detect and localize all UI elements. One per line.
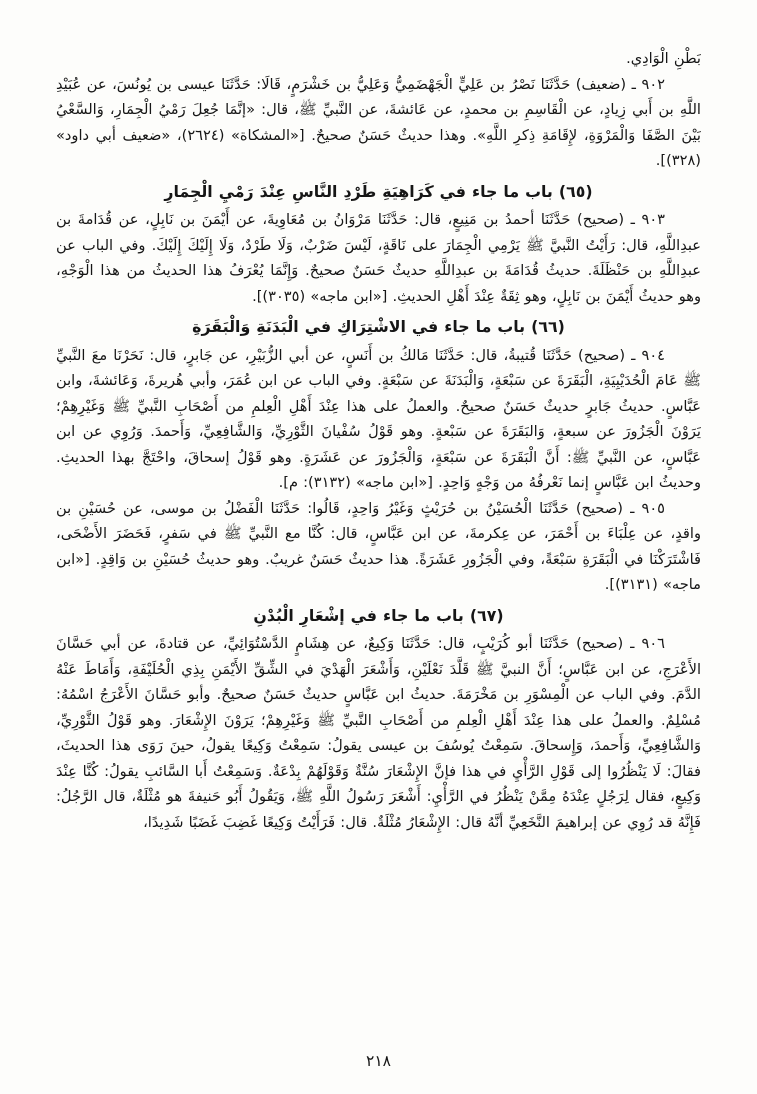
hadith-paragraph: ٩٠٦ ـ (صحيح) حَدَّثَنَا أبو كُرَيْبٍ، قال: حَدَّثَنَا وَكِيعٌ، عن هِشَامٍ الدَّسْتُوَائِيِّ، عن قتادةَ، عن أبي حَسَّانَ الأَعْرَجِ، عن ابن عَبَّاسٍ؛ أَنَّ النبيَّ ﷺ قَلَّدَ نَعْلَيْنِ، وَأَشْعَرَ الْهَدْيَ في الشِّقِّ الأَيْمَنِ بِذِي الْحُلَيْفَةِ، وَأَمَاطَ عَنْهُ الدَّمَ. وفي الباب عن الْمِسْوَرِ بن مَخْرَمَةَ. حديثُ ابن عَبَّاسٍ حديثٌ حَسَنٌ صحيحٌ. وأبو حَسَّانَ الأَعْرَجُ اسْمُهُ: مُسْلِمٌ. والعملُ على هذا عِنْدَ أَهْلِ الْعِلمِ من أَصْحَابِ النَّبيِّ ﷺ وَغَيْرِهِمْ؛ يَرَوْنَ الإِشْعَارَ. وهو قَوْلُ الثَّوْرِيِّ، وَالشَّافِعِيِّ، وَأَحمدَ، وَإِسحاقَ. سَمِعْتُ يُوسُفَ بن عيسى يقولُ: سَمِعْتُ وَكِيعًا يقولُ، حينَ رَوَى هذا الحديثَ، فقالَ: لَا يَنْظُرُوا إلى قَوْلِ الرَّأْيِ في هذا فإنَّ الإِشْعَارَ سُنَّةٌ وَقَوْلَهُمْ بِدْعَةٌ. وَسَمِعْتُ أَبا السَّائبِ يقولُ: كُنَّا عِنْدَ وَكِيعٍ، فقال لِرَجُلٍ عِنْدَهُ مِمَّنْ يَنْظُرُ في الرَّأْيِ: أَشْعَرَ رَسُولُ اللَّهِ ﷺ، وَيَقُولُ أَبُو حَنيفةَ هو مُثْلَةٌ، قال الرَّجُلُ: فَإِنَّهُ قد رُوِي عن إبراهيمَ النَّخَعِيِّ أنَّهُ قال: الإِشْعَارُ مُثْلَةٌ. قال: فَرَأَيْتُ وَكِيعًا غَضِبَ غَضَبًا شَدِيدًا، [56,635,701,831]
page-number: ٢١٨ [366,1052,391,1070]
hadith-paragraph: ٩٠٢ ـ (ضعيف) حَدَّثَنَا نَصْرُ بن عَلِيٍّ الْجَهْضَمِيُّ وَعَلِيُّ بن خَشْرَمٍ، قَالَا: حَدَّثَنَا عيسى بن يُونُسَ، عن عُبَيْدِ اللَّهِ بن أَبي زِيادٍ، عن الْقَاسِمِ بن محمدٍ، عن عَائشةَ، عن النَّبيِّ ﷺ، قال: «إنَّمَا جُعِلَ رَمْيُ الْجِمَارِ، وَالسَّعْيُ بَيْنَ الصَّفَا وَالْمَرْوَةِ، لإِقَامَةِ ذِكرِ اللَّهِ». وهذا حديثٌ حَسَنٌ صحيحٌ. [«المشكاة» (٢٦٢٤)، «ضعيف أبي داود» (٣٢٨)]. [56,75,701,169]
hadith-paragraph: ٩٠٥ ـ (صحيح) حَدَّثَنَا الْحُسَيْنُ بن حُرَيْثٍ وَغَيْرُ وَاحِدٍ، قَالُوا: حَدَّثَنَا الْفَضْلُ بن موسى، عن حُسَيْنِ بن واقدٍ، عن عِلْبَاءَ بن أَحْمَرَ، عن عِكرمةَ، عن ابن عَبَّاسٍ، قال: كُنَّا مع النَّبيِّ ﷺ في سَفرٍ، فَحَضَرَ الأَضْحَى، فَاشْتَرَكْنَا في الْبَقَرَةِ سَبْعَةً، وفي الْجَزُورِ عَشَرَةً. هذا حديثٌ حَسَنٌ غريبٌ. وهو حديثُ حُسَيْنِ بن وَاقِدٍ. [«ابن ماجه» (٣١٣١)]. [56,499,701,593]
paragraph-continuation: بَطْنِ الْوَادِي. [626,50,701,67]
chapter-heading: (٦٦) باب ما جاء في الاشْتِرَاكِ في الْبَدَنَةِ وَالْبَقَرَةِ [192,317,565,336]
chapter-heading: (٦٥) باب ما جاء في كَرَاهِيَةِ طَرْدِ النَّاسِ عِنْدَ رَمْيِ الْجِمَارِ [164,181,593,201]
page-content [56,46,701,1044]
chapter-heading: (٦٧) باب ما جاء في إشْعَارِ الْبُدْنِ [253,605,504,625]
hadith-paragraph: ٩٠٤ ـ (صحيح) حَدَّثَنَا قُتيبةُ، قال: حَدَّثَنَا مَالكُ بن أَنَسٍ، عن أبي الزُّبَيْرِ، عن جَابرٍ، قال: نَحَرْنَا معَ النَّبيِّ ﷺ عَامَ الْحُدَيْبِيَةِ، الْبَقَرَةَ عن سَبْعَةٍ، وَالْبَدَنَةَ عن سَبْعَةٍ. وفي الباب عن ابن عُمَرَ، وأبي هُريرةَ، وَعَائشةَ، وابن عَبَّاسٍ. حديثُ جَابرٍ حديثٌ حَسَنٌ صحيحٌ. والعملُ على هذا عِنْدَ أَهْلِ الْعِلمِ من أَصْحَابِ النَّبيِّ ﷺ وَغَيْرِهِمْ؛ يَرَوْنَ الْجَزُورَ عن سبعةٍ، وَالبَقَرَةَ عن سَبْعةٍ. وهو قَوْلُ سُفْيانَ الثَّوْرِيِّ، وَالشَّافِعِيِّ، وَأَحمدَ. وَرُوِي عن ابن عَبَّاسٍ، عن النَّبيِّ ﷺ: أَنَّ الْبَقَرَةَ عن سَبْعَةٍ، وَالْجَزُورَ عن عَشَرَةٍ. وهو قَوْلُ إسحاقَ، واحْتَجَّ بهذا الحديثِ. وحديثُ ابن عَبَّاسٍ إنما نَعْرفُهُ من وَجْهٍ وَاحِدٍ. [«ابن ماجه» (٣١٣٢): م]. [56,346,701,491]
hadith-paragraph: ٩٠٣ ـ (صحيح) حَدَّثَنَا أحمدُ بن مَنِيعٍ، قال: حَدَّثَنَا مَرْوَانُ بن مُعَاوِيةَ، عن أَيْمَنَ بن نَابِلٍ، عن قُدَامةَ بن عبدِاللَّهِ، قال: رَأَيْتُ النَّبيَّ ﷺ يَرْمِي الْجِمَارَ على نَاقَةٍ، لَيْسَ ضَرْبٌ، وَلَا طَرْدٌ، وَلَا إِلَيْكَ إِلَيْكَ. وفي الباب عن عبدِاللَّهِ بن حَنْظَلَةَ. حديثُ قُدَامَةَ بن عبدِاللَّهِ حديثٌ حَسَنٌ صحيحٌ. وَإِنَّمَا يُعْرَفُ هذا الحديثُ من هذا الْوَجْهِ، وهو حديثُ أَيْمَنَ بن نَابِلٍ، وهو ثِقَةٌ عِنْدَ أَهْلِ الحديثِ. [«ابن ماجه» (٣٠٣٥)]. [56,211,701,305]
